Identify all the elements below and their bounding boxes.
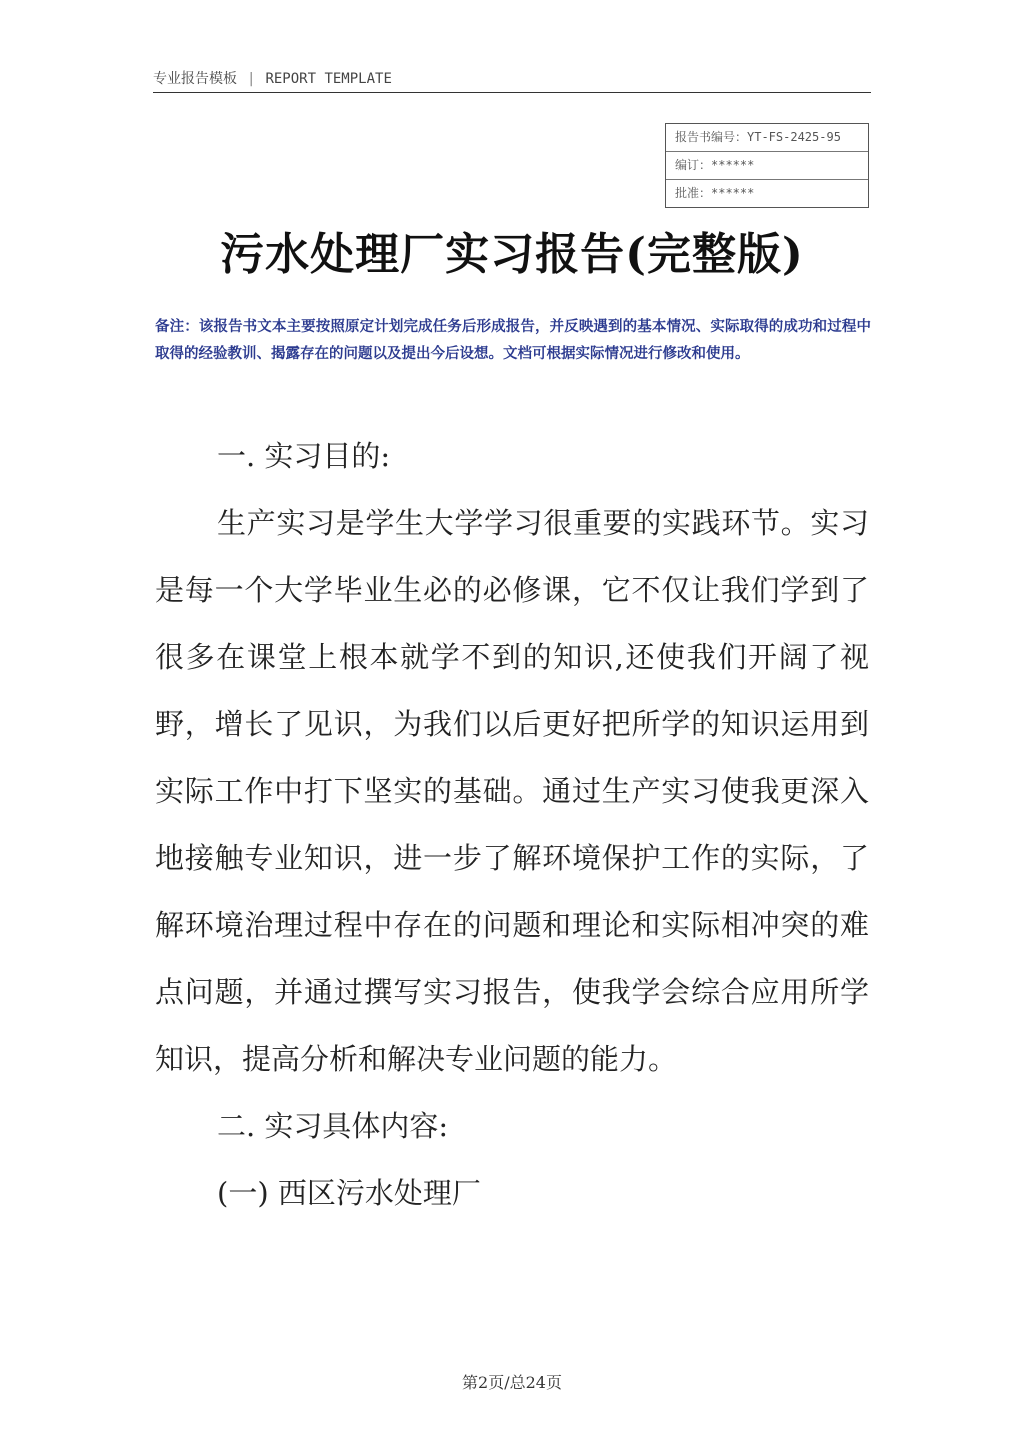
document-body <box>155 423 869 1227</box>
document-title: 污水处理厂实习报告(完整版) <box>220 229 804 280</box>
editor-field: 编订：****** <box>666 152 868 180</box>
header-left-text: 专业报告模板 <box>153 71 237 87</box>
section-heading-purpose: 一. 实习目的: <box>217 439 391 473</box>
section-paragraph-purpose: 生产实习是学生大学学习很重要的实践环节。实习是每一个大学毕业生必的必修课，它不仅让我们学到了很多在课堂上根本就学不到的知识,还使我们开阔了视野，增长了见识，为我们以后更好把所学的知识运用到实际工作中打下坚实的基础。通过生产实习使我更深入地接触专业知识，进一步了解环境保护工作的实际，了解环境治理过程中存在的问题和理论和实际相冲突的难点问题，并通过撰写实习报告，使我学会综合应用所学知识，提高分析和解决专业问题的能力。 <box>155 506 869 1076</box>
report-info-box <box>665 123 869 208</box>
subsection-heading-west-plant: (一) 西区污水处理厂 <box>217 1176 481 1210</box>
document-note: 备注：该报告书文本主要按照原定计划完成任务后形成报告，并反映遇到的基本情况、实际取得的成功和过程中取得的经验教训、揭露存在的问题以及提出今后设想。文档可根据实际情况进行修改和使用。 <box>155 319 871 362</box>
section-heading-content: 二. 实习具体内容: <box>217 1109 449 1143</box>
header-separator: | <box>247 71 256 87</box>
header-right-text: REPORT TEMPLATE <box>265 71 392 87</box>
report-number: 报告书编号：YT-FS-2425-95 <box>666 124 868 152</box>
page-footer: 第2页/总24页 <box>462 1373 562 1392</box>
page-header <box>153 66 871 93</box>
approver-field: 批准：****** <box>675 186 755 200</box>
